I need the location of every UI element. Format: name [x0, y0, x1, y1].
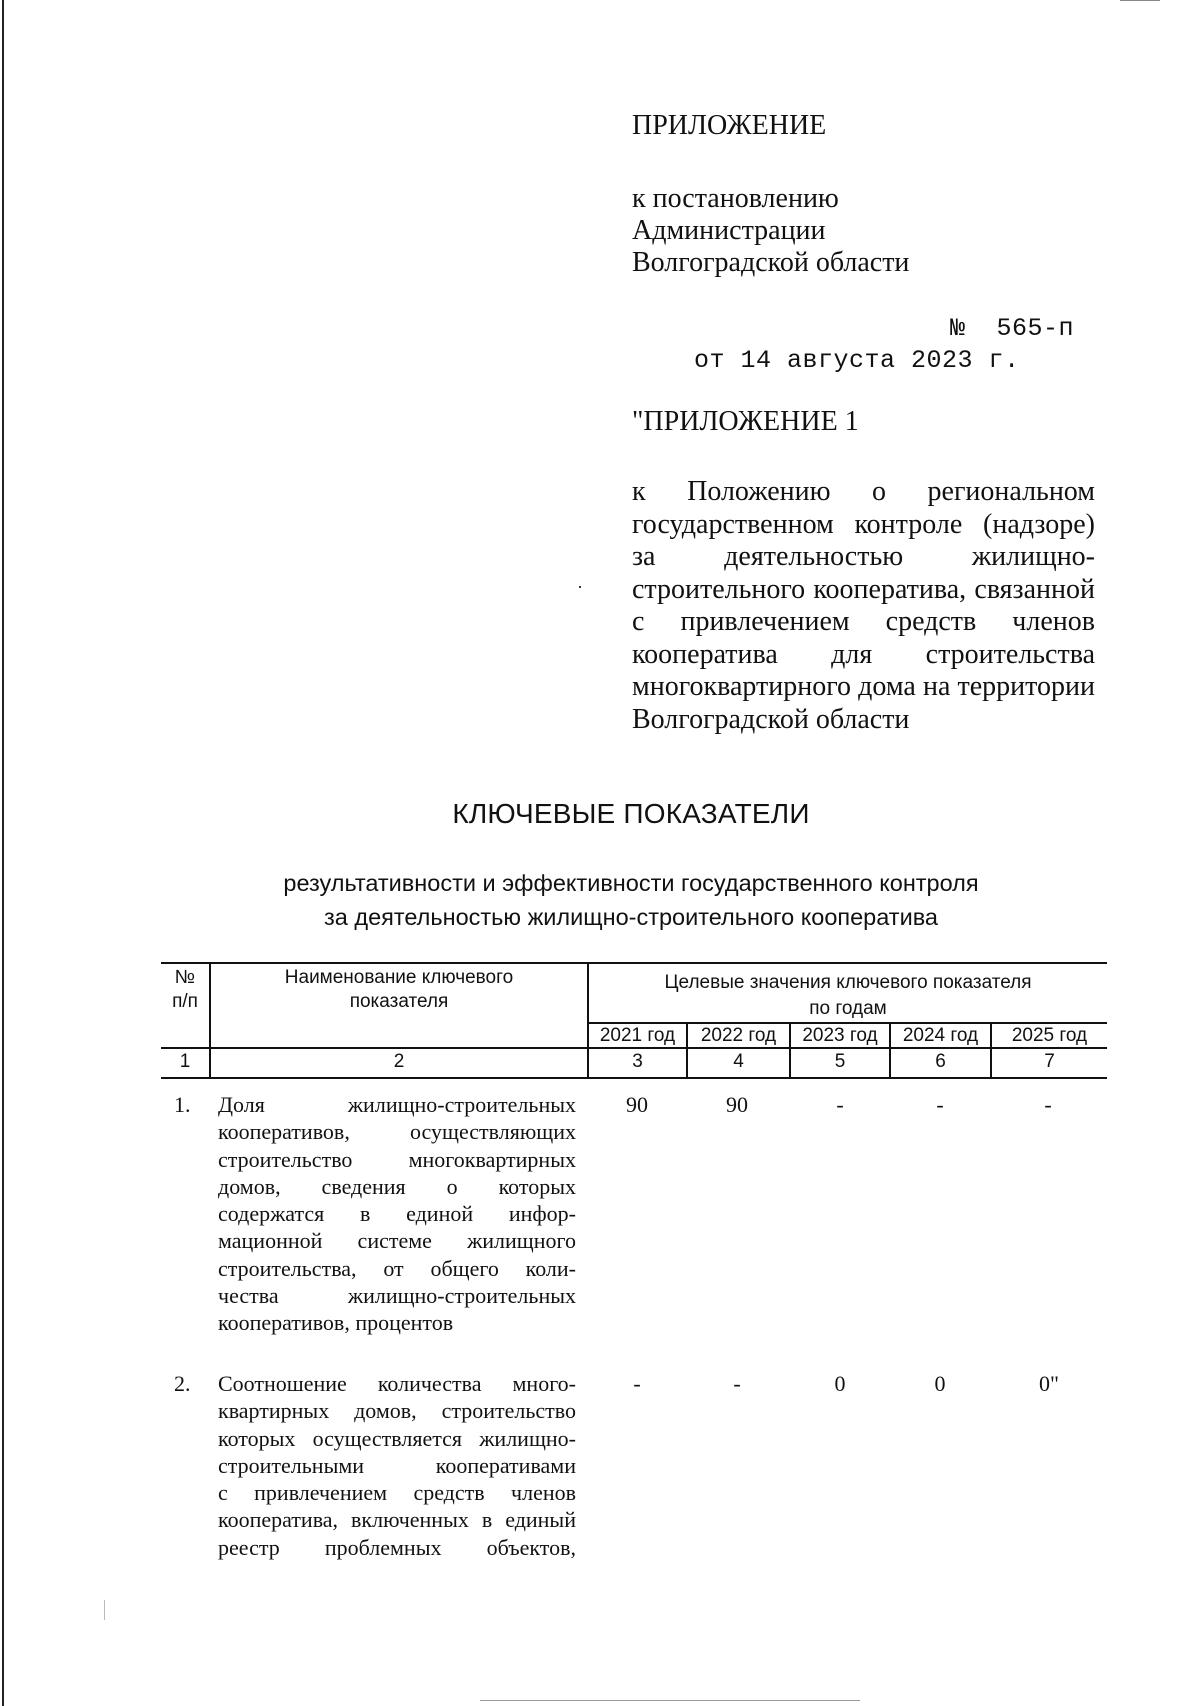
- header-num-line: №: [174, 967, 196, 988]
- subtitle: [0, 866, 1200, 934]
- appendix-date: от 14 августа 2023 г.: [694, 346, 1020, 375]
- header-targets: [589, 970, 1107, 1022]
- row-value-2022: -: [733, 1371, 741, 1396]
- row-text-line: мационной системе жилищного: [218, 1228, 576, 1254]
- appendix1-line: Волгоградской области: [632, 703, 910, 735]
- scan-speck: [579, 586, 581, 588]
- appendix1-line: государственном контроле (надзоре): [632, 508, 1095, 540]
- row-text-line: Доля жилищно-строительных: [218, 1092, 576, 1117]
- row-text-line: чества жилищно-строительных: [218, 1283, 576, 1309]
- header-num-line: п/п: [172, 991, 198, 1012]
- main-title: КЛЮЧЕВЫЕ ПОКАЗАТЕЛИ: [452, 798, 810, 829]
- header-num: [161, 966, 209, 1014]
- row-value-2025: -: [1044, 1092, 1052, 1117]
- row-text-line: Соотношение количества много-: [218, 1371, 576, 1396]
- subtitle-line: результативности и эффективности государственного контроля: [283, 870, 979, 896]
- header-year: 2023 год: [802, 1025, 878, 1046]
- row-text-line: реестр проблемных объектов,: [218, 1534, 576, 1560]
- header-year: 2024 год: [902, 1025, 979, 1046]
- header-col-number: 5: [834, 1051, 846, 1072]
- row-text-line: с привлечением средств членов: [218, 1480, 576, 1506]
- row-indicator-text: [218, 1091, 576, 1337]
- row-number: 2.: [174, 1371, 191, 1396]
- row-text-line: домов, сведения о которых: [218, 1173, 576, 1199]
- appendix1-body: [632, 476, 1095, 736]
- scan-edge-line: [2, 0, 4, 1706]
- row-value-2024: 0: [934, 1371, 946, 1396]
- row-value-2024: -: [936, 1092, 944, 1117]
- scan-corner-mark: [1120, 0, 1160, 1]
- row-text-line: строительными кооперативами: [218, 1452, 576, 1478]
- appendix-to-block: [632, 183, 909, 279]
- header-year: 2021 год: [599, 1025, 676, 1046]
- header-targets-line: по годам: [809, 998, 887, 1019]
- table-header-bottom-rule: [161, 1077, 1107, 1079]
- header-col-number: 3: [632, 1051, 643, 1072]
- appendix1-line: многоквартирного дома на территории: [632, 671, 1095, 702]
- row-number: 1.: [174, 1092, 191, 1117]
- header-col-number: 4: [733, 1051, 744, 1072]
- row-text-line: кооперативов, процентов: [218, 1310, 454, 1336]
- row-text-line: строительства, от общего коли-: [218, 1255, 576, 1281]
- row-value-2023: 0: [834, 1371, 846, 1396]
- appendix1-line: кооператива для строительства: [632, 638, 1095, 670]
- header-col-number: 6: [935, 1051, 946, 1072]
- row-text-line: кооперативов, осуществляющих: [218, 1119, 576, 1145]
- row-value-2022: 90: [726, 1092, 748, 1117]
- header-col-number: 1: [179, 1051, 191, 1072]
- scan-bottom-edge: [480, 1700, 860, 1701]
- header-col-number: 7: [1044, 1051, 1055, 1072]
- row-text-line: которых осуществляется жилищно-: [218, 1425, 576, 1451]
- appendix1-line: к Положению о региональном: [632, 476, 1095, 507]
- header-targets-line: Целевые значения ключевого показателя: [664, 972, 1032, 993]
- appendix-to-line: Волгоградской области: [632, 247, 910, 278]
- appendix-to-line: Администрации: [632, 215, 826, 246]
- appendix1-line: строительного кооператива, связанной: [632, 573, 1095, 605]
- header-col-number: 2: [393, 1051, 405, 1072]
- appendix1-line: за деятельностью жилищно-: [632, 541, 1095, 572]
- table-top-rule: [161, 962, 1107, 964]
- row-text-line: кооператива, включенных в единый: [218, 1507, 576, 1533]
- header-year: 2022 год: [700, 1025, 777, 1046]
- header-name: [211, 966, 587, 1014]
- row-value-2023: -: [836, 1092, 844, 1117]
- appendix1-title: "ПРИЛОЖЕНИЕ 1: [632, 406, 859, 437]
- header-name-line: Наименование ключевого: [284, 967, 514, 988]
- header-year: 2025 год: [1011, 1025, 1088, 1046]
- subtitle-line: за деятельностью жилищно-строительного кооператива: [324, 904, 938, 930]
- row-value-2025: 0": [1039, 1371, 1059, 1396]
- scan-speck: [104, 1600, 105, 1620]
- row-text-line: квартирных домов, строительство: [218, 1398, 576, 1424]
- row-text-line: строительство многоквартирных: [218, 1146, 576, 1172]
- header-name-line: показателя: [349, 991, 449, 1012]
- row-value-2021: 90: [626, 1092, 648, 1117]
- row-indicator-text: [218, 1370, 576, 1561]
- appendix-number: № 565-п: [950, 314, 1075, 343]
- appendix-title: ПРИЛОЖЕНИЕ: [632, 110, 827, 141]
- appendix1-line: с привлечением средств членов: [632, 606, 1095, 637]
- row-value-2021: -: [633, 1371, 641, 1396]
- row-text-line: содержатся в единой инфор-: [218, 1201, 576, 1227]
- appendix-to-line: к постановлению: [632, 183, 839, 214]
